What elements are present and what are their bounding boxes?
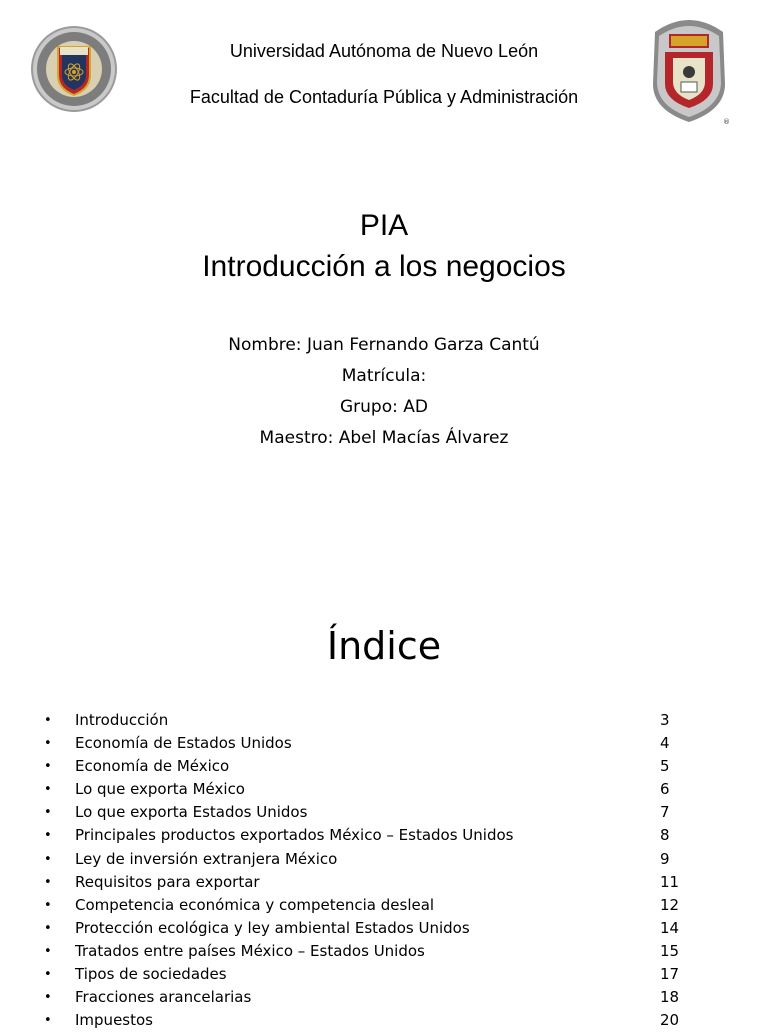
bullet-icon: • [44, 759, 52, 775]
toc-item-label: Tipos de sociedades [75, 965, 227, 984]
toc-item [0, 755, 768, 778]
teacher-name: Maestro: Abel Macías Álvarez [259, 428, 509, 448]
bullet-icon: • [44, 967, 52, 983]
bullet-icon: • [44, 920, 52, 936]
toc-item-page: 7 [660, 803, 670, 822]
toc-item-page: 4 [660, 734, 670, 753]
faculty-name: Facultad de Contaduría Pública y Administración [189, 87, 579, 107]
toc-item-page: 15 [660, 941, 680, 960]
toc-item-page: 9 [660, 849, 670, 868]
toc-item-label: Principales productos exportados México – Estados Unidos [75, 826, 514, 845]
student-name: Nombre: Juan Fernando Garza Cantú [228, 335, 540, 355]
toc-item-label: Introducción [75, 711, 169, 729]
toc-item-label: Economía de México [75, 757, 230, 776]
toc-item-page: 18 [660, 988, 680, 1007]
toc-item [0, 801, 768, 824]
toc-item-page: 14 [660, 918, 680, 937]
toc-item-page: 12 [660, 895, 680, 914]
toc-item-label: Lo que exporta Estados Unidos [75, 803, 308, 822]
index-heading: Índice [326, 624, 442, 668]
toc-item-label: Lo que exporta México [75, 780, 245, 799]
toc-item [0, 940, 768, 963]
toc-item-label: Tratados entre países México – Estados Unidos [75, 941, 425, 960]
student-group: Grupo: AD [340, 397, 428, 417]
bullet-icon: • [44, 990, 52, 1006]
facpya-shield-logo [647, 14, 731, 126]
document-subtitle: Introducción a los negocios [202, 250, 566, 283]
toc-item-label: Impuestos [75, 1011, 153, 1030]
toc-item-page: 11 [660, 872, 680, 891]
bullet-icon: • [44, 897, 52, 913]
student-info [0, 330, 768, 454]
bullet-icon: • [44, 736, 52, 752]
bullet-icon: • [44, 1013, 52, 1029]
university-name: Universidad Autónoma de Nuevo León [229, 41, 539, 61]
toc-item-page: 8 [660, 826, 670, 845]
student-matricula: Matrícula: [341, 366, 427, 386]
toc-item [0, 1009, 768, 1032]
document-title: PIA [359, 209, 409, 242]
table-of-contents [0, 709, 768, 1032]
toc-item-page: 6 [660, 780, 670, 799]
toc-item-page: 17 [660, 965, 680, 984]
toc-item [0, 732, 768, 755]
toc-item [0, 917, 768, 940]
toc-item [0, 848, 768, 871]
index-slide [0, 576, 768, 1030]
toc-item-page: 5 [660, 757, 670, 776]
toc-item-label: Requisitos para exportar [75, 872, 260, 891]
toc-item-label: Competencia económica y competencia desleal [75, 895, 435, 914]
toc-item-label: Ley de inversión extranjera México [75, 849, 338, 868]
bullet-icon: • [44, 874, 52, 890]
toc-item-label: Economía de Estados Unidos [75, 734, 292, 753]
toc-item-page: 3 [660, 711, 670, 729]
toc-item [0, 963, 768, 986]
toc-item [0, 894, 768, 917]
toc-item [0, 871, 768, 894]
svg-text:®: ® [723, 118, 730, 126]
bullet-icon: • [44, 851, 52, 867]
bullet-icon: • [44, 713, 52, 728]
toc-item-page: 20 [660, 1011, 680, 1030]
toc-item [0, 709, 768, 732]
toc-item [0, 824, 768, 847]
bullet-icon: • [44, 943, 52, 959]
toc-item-label: Protección ecológica y ley ambiental Estados Unidos [75, 918, 470, 937]
toc-item [0, 986, 768, 1009]
bullet-icon: • [44, 828, 52, 844]
bullet-icon: • [44, 805, 52, 821]
toc-item [0, 778, 768, 801]
toc-item-label: Fracciones arancelarias [75, 988, 252, 1007]
bullet-icon: • [44, 782, 52, 798]
